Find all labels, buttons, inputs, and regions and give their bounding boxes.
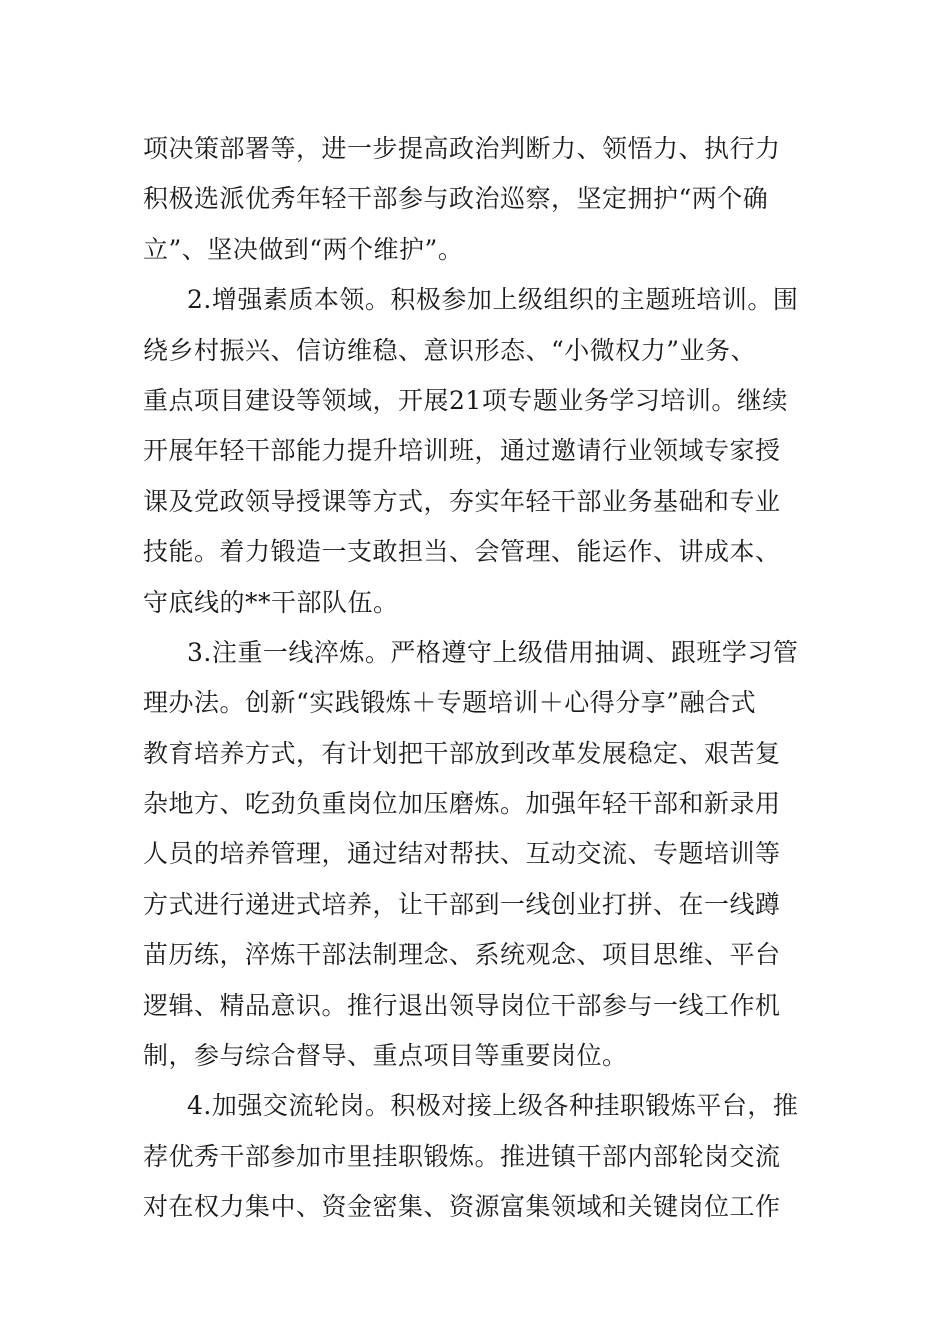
text-line: 逻辑、精品意识。推行退出领导岗位干部参与一线工作机 xyxy=(143,990,781,1020)
text-line: 技能。着力锻造一支敢担当、会管理、能运作、讲成本、 xyxy=(143,537,781,567)
text-line: 对在权力集中、资金密集、资源富集领域和关键岗位工作 xyxy=(143,1192,781,1222)
text-line: 立”、坚决做到“两个维护”。 xyxy=(143,234,464,264)
paragraph-first-line: 4.加强交流轮岗。积极对接上级各种挂职锻炼平台，推 xyxy=(187,1091,799,1121)
text-line: 人员的培养管理，通过结对帮扶、互动交流、专题培训等 xyxy=(143,839,781,869)
text-line: 教育培养方式，有计划把干部放到改革发展稳定、艰苦复 xyxy=(143,738,781,768)
body-text xyxy=(143,124,808,1233)
text-line: 理办法。创新“实践锻炼＋专题培训＋心得分享”融合式 xyxy=(143,688,757,718)
paragraph-first-line: 3.注重一线淬炼。严格遵守上级借用抽调、跟班学习管 xyxy=(187,637,799,667)
text-line: 守底线的**干部队伍。 xyxy=(143,587,399,617)
text-line: 绕乡村振兴、信访维稳、意识形态、“小微权力”业务、 xyxy=(143,335,757,365)
text-line: 积极选派优秀年轻干部参与政治巡察，坚定拥护“两个确 xyxy=(143,184,769,214)
paragraph-first-line: 2.增强素质本领。积极参加上级组织的主题班培训。围 xyxy=(187,285,799,315)
text-line: 重点项目建设等领域，开展21项专题业务学习培训。继续 xyxy=(143,385,788,415)
text-line: 项决策部署等，进一步提高政治判断力、领悟力、执行力 xyxy=(143,134,781,163)
text-line: 荐优秀干部参加市里挂职锻炼。推进镇干部内部轮岗交流 xyxy=(143,1141,781,1171)
text-line: 制，参与综合督导、重点项目等重要岗位。 xyxy=(143,1041,628,1071)
text-line: 课及党政领导授课等方式，夯实年轻干部业务基础和专业 xyxy=(143,486,781,516)
text-line: 杂地方、吃劲负重岗位加压磨炼。加强年轻干部和新录用 xyxy=(143,789,781,819)
text-line: 开展年轻干部能力提升培训班，通过邀请行业领域专家授 xyxy=(143,436,781,466)
text-line: 苗历练，淬炼干部法制理念、系统观念、项目思维、平台 xyxy=(143,940,781,970)
text-line: 方式进行递进式培养，让干部到一线创业打拼、在一线蹲 xyxy=(143,889,781,919)
